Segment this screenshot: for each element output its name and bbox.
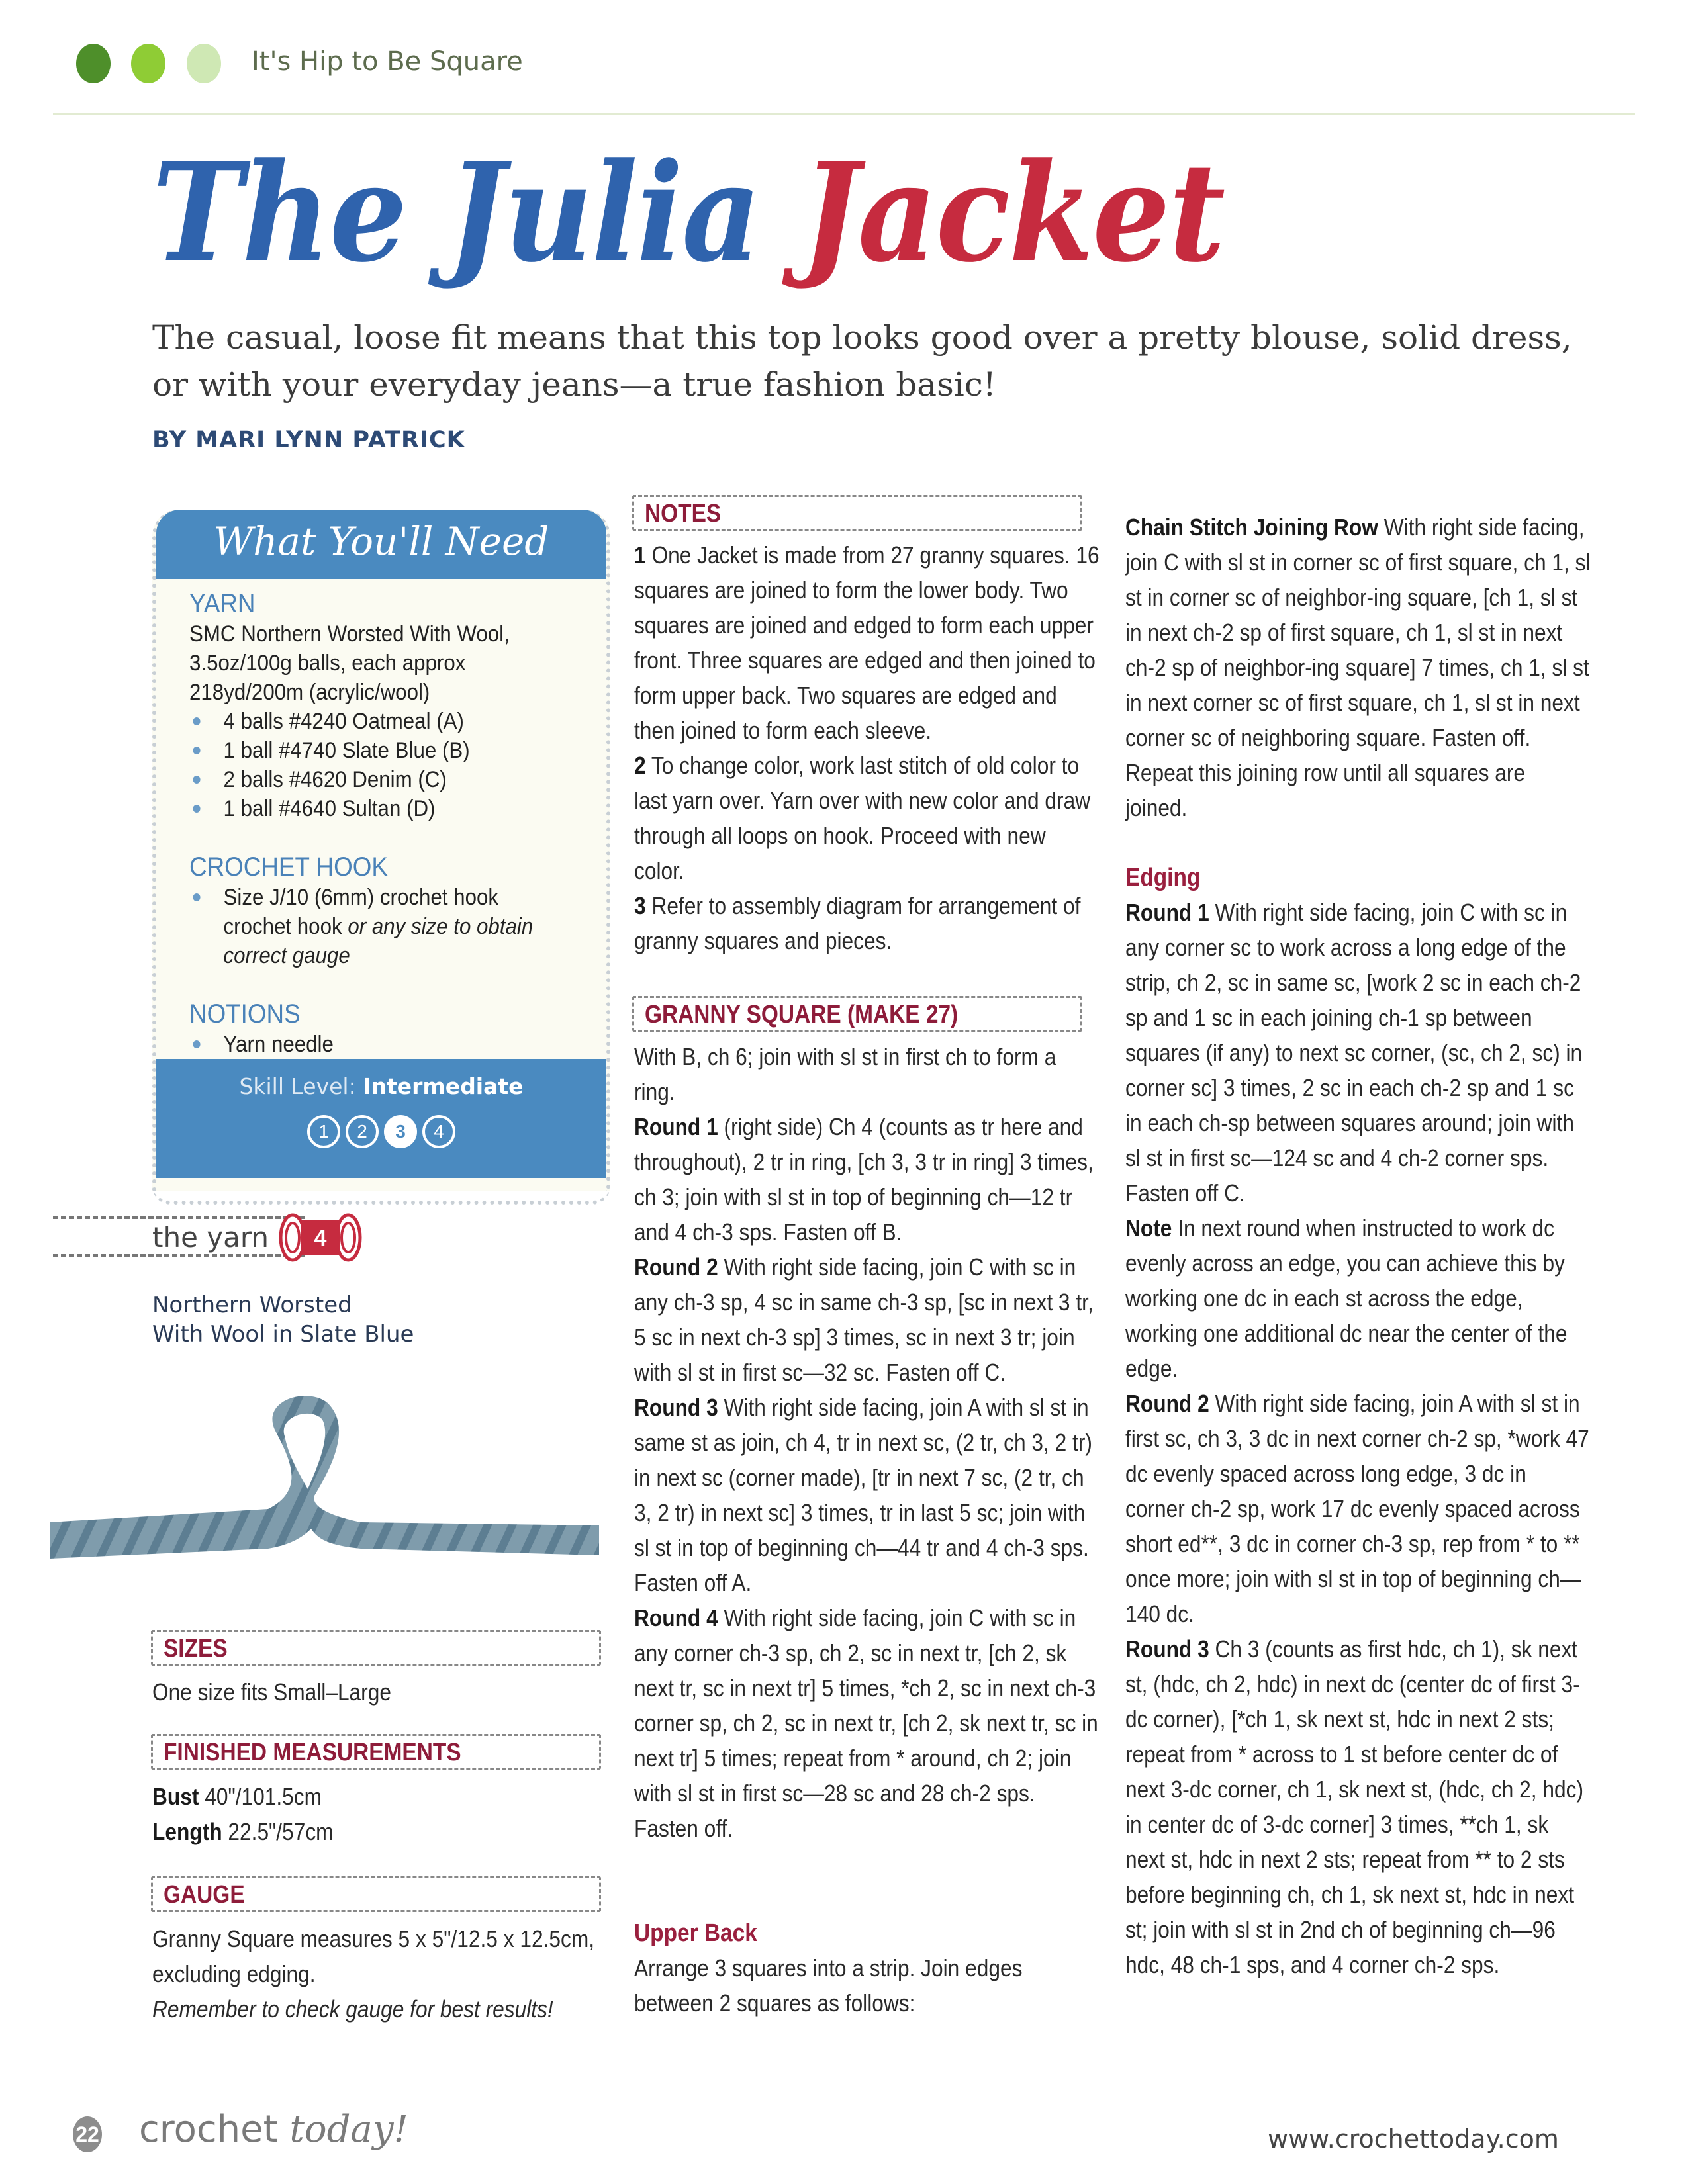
- materials-box: [152, 510, 610, 1191]
- granny-heading: GRANNY SQUARE (MAKE 27): [645, 1001, 959, 1028]
- sizes-text: One size fits Small–Large: [152, 1678, 391, 1706]
- note-text: Refer to assembly diagram for arrangement of granny squares and pieces.: [634, 892, 1081, 954]
- round-label: Round 1: [634, 1113, 718, 1140]
- round-label: Round 3: [634, 1394, 718, 1421]
- measurements-heading-box: [151, 1734, 601, 1770]
- bust-value: 40"/101.5cm: [205, 1783, 322, 1810]
- length-measurement: [152, 1814, 595, 1849]
- header-divider: [53, 113, 1635, 115]
- granny-round: [634, 1390, 1100, 1600]
- yarn-dashed-line-top: [53, 1216, 305, 1219]
- yarn-name-line1: Northern Worsted: [152, 1292, 352, 1318]
- materials-box-title: What You'll Need: [213, 519, 549, 564]
- skill-level-1: 1: [307, 1115, 340, 1148]
- notions-heading: NOTIONS: [189, 999, 301, 1028]
- skill-level-indicator: [156, 1115, 606, 1148]
- skill-level-3: 3: [384, 1115, 417, 1148]
- edging-round: [1125, 1631, 1591, 1982]
- hook-alt-note: or any size to obtain correct gauge: [223, 914, 534, 968]
- yarn-item: 4 balls #4240 Oatmeal (A): [189, 707, 555, 736]
- bust-measurement: [152, 1779, 595, 1814]
- note-number: 2: [634, 752, 646, 779]
- yarn-desc-line: 218yd/200m (acrylic/wool): [189, 680, 430, 705]
- page-title: [152, 134, 1225, 293]
- note-number: 3: [634, 892, 646, 919]
- note-item: [634, 537, 1100, 748]
- upper-back-heading: Upper Back: [634, 1919, 757, 1947]
- gauge-text: Granny Square measures 5 x 5"/12.5 x 12.5cm, excluding edging.: [152, 1925, 595, 1987]
- round-text: With right side facing, join C with sc in any corner sc to work across a long edge of the strip, ch 2, sc in same sc, [work 2 sc in each ch-2 sp and 1 sc in each joining ch-1 sp between squares (if any) to next sc corner, (sc, ch 2, sc) in corner sc] 3 times, 2 sc in each ch-2 sp and 1 sc in each ch-sp between squares around; join with sl st in first sc—124 sc and 4 ch-2 corner sps. Fasten off C.: [1125, 899, 1583, 1206]
- note-label: Note: [1125, 1214, 1172, 1242]
- yarn-item: 2 balls #4620 Denim (C): [189, 765, 555, 794]
- yarn-dashed-line-bottom: [53, 1254, 305, 1257]
- bust-label: Bust: [152, 1783, 199, 1810]
- notes-heading-box: [632, 495, 1082, 531]
- note-item: [634, 888, 1100, 958]
- hook-heading: CROCHET HOOK: [189, 852, 388, 882]
- yarn-name: [152, 1291, 414, 1349]
- round-label: Round 2: [634, 1253, 718, 1281]
- yarn-strand-image: [50, 1390, 599, 1569]
- the-yarn-label: the yarn: [152, 1221, 269, 1253]
- round-text: Ch 3 (counts as first hdc, ch 1), sk next st, (hdc, ch 2, hdc) in next dc (center dc of first 3-dc corner), [*ch 1, sk next st, hdc in next 2 sts; repeat from * across to 1 st before center dc of next 3-dc corner, ch 1, sk next st, (hdc, ch 2, hdc) in center dc of 3-dc corner] 3 times, **ch 1, sk next st, hdc in next 2 sts; repeat from ** to 2 sts before beginning ch, ch 1, sk next st, hdc in next st; join with sl st in 2nd ch of beginning ch—96 hdc, 48 ch-1 sps, and 4 corner ch-2 sps.: [1125, 1635, 1583, 1978]
- header-dot-mid: [131, 44, 165, 83]
- round-text: With right side facing, join C with sc in any corner ch-3 sp, ch 2, sc in next tr, [ch 2, sk next tr, sc in next tr] 5 times, *ch 2, sc in next ch-3 corner sp, ch 2, sc in next tr, [ch 2, sk next tr, sc in next tr] 5 times; repeat from * around, ch 2; join with sl st in first sc—28 sc and 28 ch-2 sps. Fasten off.: [634, 1604, 1098, 1842]
- joining-row-label: Chain Stitch Joining Row: [1125, 514, 1378, 541]
- note-text: One Jacket is made from 27 granny squares. 16 squares are joined to form the lower body. Two squares are joined and edged to form each upper front. Three squares are edged and then joined to form upper back. Two squares are edged and then joined to form each sleeve.: [634, 541, 1100, 744]
- skill-level-value: Intermediate: [363, 1073, 524, 1099]
- gauge-block: [152, 1921, 595, 2026]
- notions-item: Yarn needle: [189, 1030, 555, 1059]
- yarn-weight-icon: [278, 1211, 363, 1264]
- granny-intro: With B, ch 6; join with sl st in first ch to form a ring.: [634, 1043, 1056, 1105]
- notes-heading: NOTES: [645, 500, 722, 527]
- measurements-list: [152, 1779, 595, 1849]
- yarn-item: 1 ball #4640 Sultan (D): [189, 794, 555, 823]
- header-dot-light: [187, 44, 221, 83]
- materials-box-stitched-edge: [152, 1186, 610, 1205]
- round-label: Round 1: [1125, 899, 1209, 926]
- measurements-heading: FINISHED MEASUREMENTS: [164, 1739, 461, 1766]
- edging-note: [1125, 1210, 1591, 1386]
- note-number: 1: [634, 541, 646, 569]
- gauge-reminder: Remember to check gauge for best results!: [152, 1995, 553, 2023]
- skill-level-label: [156, 1073, 606, 1099]
- upper-back-text: Arrange 3 squares into a strip. Join edges between 2 squares as follows:: [634, 1954, 1023, 2017]
- header-dot-dark: [76, 44, 111, 83]
- sizes-heading-box: [151, 1630, 601, 1666]
- note-text: In next round when instructed to work dc evenly across an edge, you can achieve this by working one dc in each st across the edge, working one additional dc near the center of the edge.: [1125, 1214, 1568, 1382]
- sizes-heading: SIZES: [164, 1635, 228, 1662]
- skill-level-2: 2: [346, 1115, 379, 1148]
- yarn-item: 1 ball #4740 Slate Blue (B): [189, 736, 555, 765]
- yarn-weight-number: 4: [314, 1226, 327, 1251]
- byline: BY MARI LYNN PATRICK: [152, 427, 465, 453]
- skill-label-text: Skill Level:: [239, 1073, 356, 1099]
- hook-item-line2: crochet hook: [223, 914, 342, 939]
- skill-level-bar: [156, 1059, 606, 1178]
- brand-word2: today!: [289, 2108, 408, 2151]
- joining-row-text: With right side facing, join C with sl st in corner sc of first square, ch 1, sl st in corner sc of neighbor-ing square, [ch 1, sl st in next ch-2 sp of first square, ch 1, sl st in next ch-2 sp of neighbor-ing square] 7 times, ch 1, sl st in next corner sc of first square, ch 1, sl st in next corner sc of neighboring square. Fasten off. Repeat this joining row until all squares are joined.: [1125, 514, 1591, 821]
- hook-item: [189, 883, 555, 970]
- granny-round: [634, 1600, 1100, 1846]
- edging-round: [1125, 1386, 1591, 1631]
- round-text: With right side facing, join A with sl st in same st as join, ch 4, tr in next sc, (2 tr, ch 3, 2 tr) in next sc (corner made), [tr in next 7 sc, (2 tr, ch 3, 2 tr) in next sc] 3 times, tr in last 5 sc; join with sl st in top of beginning ch—44 tr and 4 ch-3 sps. Fasten off A.: [634, 1394, 1092, 1596]
- length-label: Length: [152, 1818, 222, 1845]
- materials-list: [189, 589, 555, 1059]
- round-label: Round 4: [634, 1604, 718, 1631]
- length-value: 22.5"/57cm: [228, 1818, 334, 1845]
- round-text: (right side) Ch 4 (counts as tr here and throughout), 2 tr in ring, [ch 3, 3 tr in ring] 3 times, ch 3; join with sl st in top of beginning ch—12 tr and 4 ch-3 sps. Fasten off B.: [634, 1113, 1094, 1246]
- note-text: To change color, work last stitch of old color to last yarn over. Yarn over with new color and draw through all loops on hook. Proceed with new color.: [634, 752, 1091, 884]
- page-number: 22: [73, 2116, 102, 2152]
- yarn-desc-line: 3.5oz/100g balls, each approx: [189, 651, 466, 676]
- joining-row: [1125, 510, 1591, 825]
- notes-list: [634, 537, 1100, 958]
- yarn-heading: YARN: [189, 589, 256, 618]
- magazine-logo: [139, 2108, 408, 2151]
- edging-round: [1125, 895, 1591, 1210]
- edging-instructions: [1125, 895, 1591, 1982]
- title-part-blue: The Julia: [152, 134, 761, 293]
- note-item: [634, 748, 1100, 888]
- yarn-name-line2: With Wool in Slate Blue: [152, 1321, 414, 1347]
- round-text: With right side facing, join C with sc in any ch-3 sp, 4 sc in same ch-3 sp, [sc in next 3 tr, 5 sc in next ch-3 sp] 3 times, sc in next 3 tr; join with sl st in first sc—32 sc. Fasten off C.: [634, 1253, 1094, 1386]
- title-part-red: Jacket: [801, 134, 1225, 293]
- gauge-heading: GAUGE: [164, 1881, 245, 1909]
- round-label: Round 3: [1125, 1635, 1209, 1662]
- section-tag: It's Hip to Be Square: [252, 46, 523, 77]
- skill-level-4: 4: [422, 1115, 455, 1148]
- granny-instructions: [634, 1039, 1100, 1846]
- materials-box-header: [156, 510, 606, 579]
- website-link[interactable]: www.crochettoday.com: [1268, 2124, 1559, 2154]
- gauge-heading-box: [151, 1876, 601, 1912]
- edging-heading: Edging: [1125, 864, 1201, 891]
- granny-heading-box: [632, 996, 1082, 1032]
- granny-round: [634, 1250, 1100, 1390]
- article-deck: The casual, loose fit means that this top looks good over a pretty blouse, solid dress, or with your everyday jeans—a true fashion basic!: [152, 318, 1572, 404]
- granny-round: [634, 1109, 1100, 1250]
- round-label: Round 2: [1125, 1390, 1209, 1417]
- yarn-desc-line: SMC Northern Worsted With Wool,: [189, 621, 510, 647]
- brand-word1: crochet: [139, 2108, 278, 2151]
- hook-size: Size J/10 (6mm) crochet hook: [223, 885, 499, 910]
- round-text: With right side facing, join A with sl st in first sc, ch 3, 3 dc in next corner ch-2 sp, *work 47 dc evenly spaced across long edge, 3 dc in corner ch-2 sp, work 17 dc evenly spaced across short ed**, 3 dc in corner ch-3 sp, rep from * to ** once more; join with sl st in top of beginning ch—140 dc.: [1125, 1390, 1589, 1627]
